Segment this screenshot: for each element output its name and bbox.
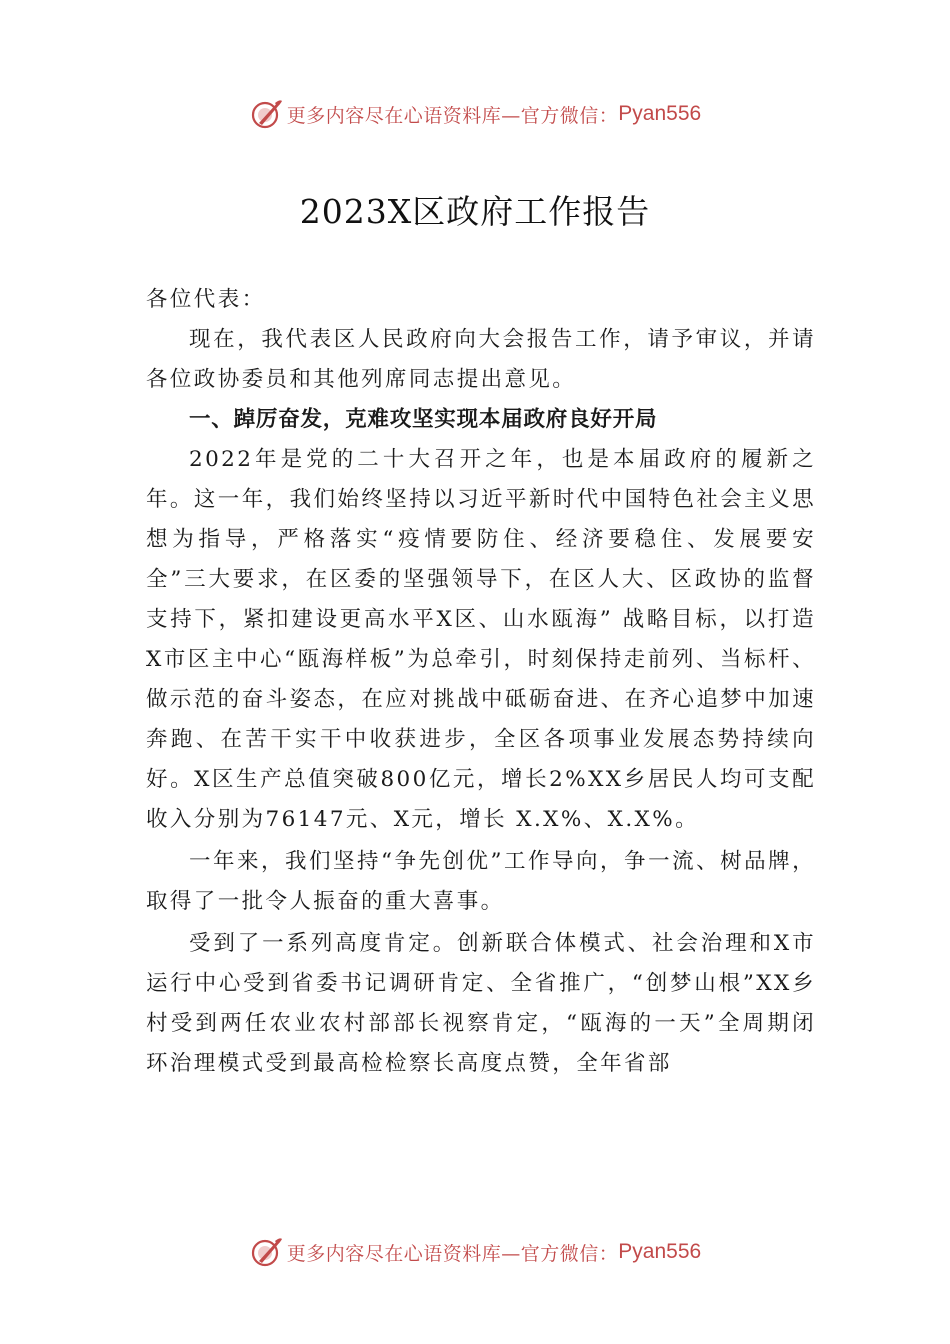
watermark-text: 更多内容尽在心语资料库—官方微信： bbox=[286, 1242, 619, 1265]
watermark-banner-top bbox=[0, 94, 950, 134]
quill-pen-seal-icon bbox=[249, 97, 283, 131]
watermark-wechat-id: Pyan556 bbox=[618, 1240, 702, 1263]
paragraph-achievements-intro: 一年来，我们坚持“争先创优”工作导向，争一流、树品牌，取得了一批令人振奋的重大喜事。 bbox=[146, 849, 816, 914]
quill-pen-seal-icon bbox=[249, 1235, 283, 1269]
watermark-wechat-id: Pyan556 bbox=[618, 102, 702, 125]
paragraph-intro: 现在，我代表区人民政府向大会报告工作，请予审议，并请各位政协委员和其他列席同志提出意见。 bbox=[146, 327, 816, 392]
document-body bbox=[146, 280, 816, 1084]
paragraph-2022-overview: 2022年是党的二十大召开之年，也是本届政府的履新之年。这一年，我们始终坚持以习近平新时代中国特色社会主义思想为指导，严格落实“疫情要防住、经济要稳住、发展要安全”三大要求，在区委的坚强领导下，在区人大、区政协的监督支持下，紧扣建设更高水平X区、山水瓯海” 战略目标，以打造X市区主中心“瓯海样板”为总牵引，时刻保持走前列、当标杆、做示范的奋斗姿态，在应对挑战中砥砺奋进、在齐心追梦中加速奔跑、在苦干实干中收获进步，全区各项事业发展态势持续向好。X区生产总值突破800亿元，增长2%XX乡居民人均可支配收入分别为76147元、X元，增长 X.X%、X.X%。 bbox=[146, 447, 816, 832]
document-title: 2023X区政府工作报告 bbox=[299, 192, 651, 231]
section-heading: 一、踔厉奋发，克难攻坚实现本届政府良好开局 bbox=[189, 407, 658, 432]
paragraph-recognition: 受到了一系列高度肯定。创新联合体模式、社会治理和X市运行中心受到省委书记调研肯定、全省推广，“创梦山根”XX乡村受到两任农业农村部部长视察肯定，“瓯海的一天”全周期闭环治理模式受到最高检检察长高度点赞，全年省部 bbox=[146, 931, 816, 1076]
salutation: 各位代表： bbox=[146, 287, 266, 312]
watermark-banner-bottom bbox=[0, 1232, 950, 1272]
watermark-text: 更多内容尽在心语资料库—官方微信： bbox=[286, 104, 619, 127]
